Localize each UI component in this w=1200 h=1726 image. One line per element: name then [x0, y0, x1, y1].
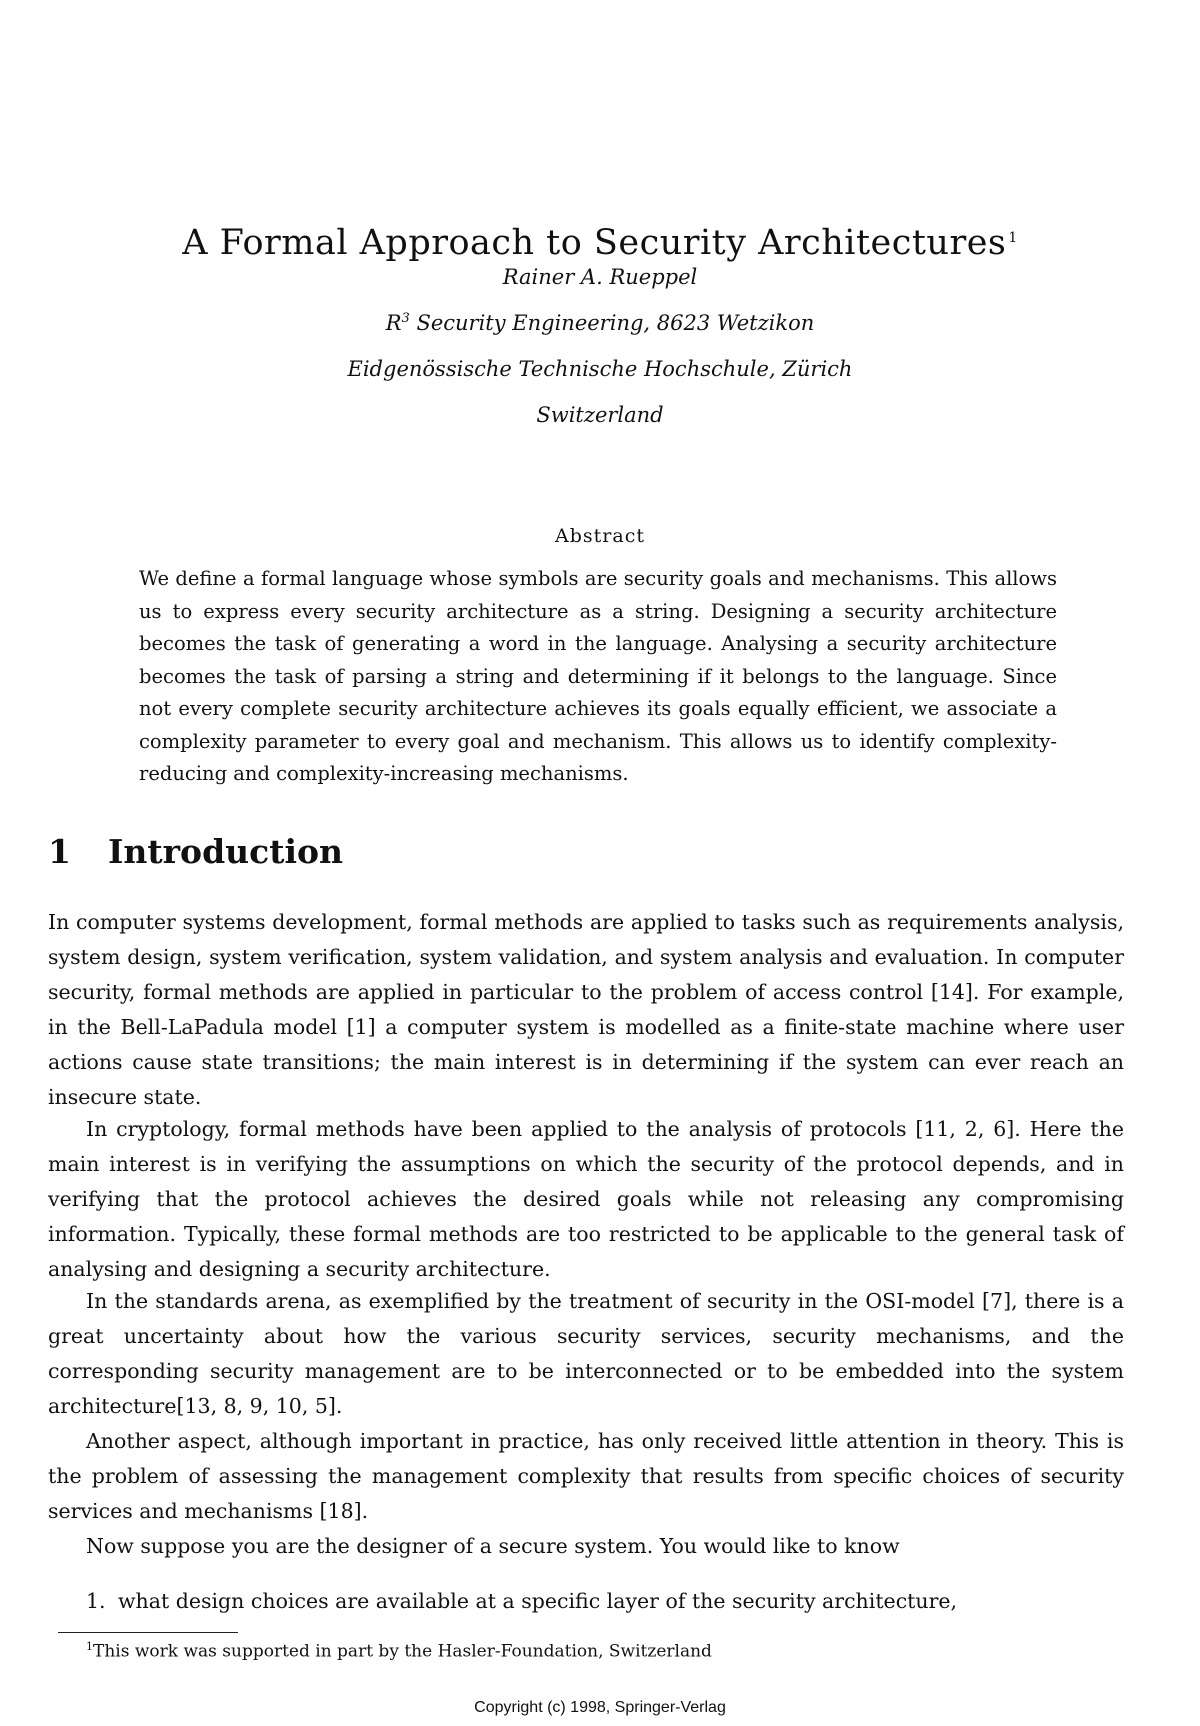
list-item-text: what design choices are available at a specific layer of the security architecture, — [118, 1589, 958, 1613]
abstract-heading: Abstract — [555, 525, 645, 547]
copyright-notice: Copyright (c) 1998, Springer-Verlag — [474, 1699, 726, 1716]
affiliation-country: Switzerland — [536, 403, 664, 427]
intro-paragraph-4: Another aspect, although important in practice, has only received little attention in theory. This is the problem of assessing the management complexity that results from specific choices of security services and mechanisms [18]. — [48, 1429, 1124, 1523]
affiliation-company-rest: Security Engineering, 8623 Wetzikon — [409, 311, 815, 335]
affiliation-company-sup: 3 — [401, 311, 410, 326]
section-heading — [48, 832, 343, 871]
affiliation-company-prefix: R — [385, 311, 402, 335]
intro-paragraph-2: In cryptology, formal methods have been applied to the analysis of protocols [11, 2, 6]. Here the main interest is in verifying the assumptions on which the security of the protocol depends, and in verifying that the protocol achieves the desired goals while not releasing any compromising information. Typically, these formal methods are too restricted to be applicable to the general task of analysing and designing a security architecture. — [48, 1117, 1124, 1281]
section-number: 1 — [48, 832, 71, 871]
affiliation-company — [0, 311, 1200, 335]
title-footnote-mark: 1 — [1008, 229, 1018, 246]
paper-title-text: A Formal Approach to Security Architectures — [182, 223, 1007, 264]
section-title: Introduction — [108, 832, 344, 871]
intro-paragraph-1: In computer systems development, formal methods are applied to tasks such as requirements analysis, system design, system verification, system validation, and system analysis and evaluation. In computer security, formal methods are applied in particular to the problem of access control [14]. For example, in the Bell-LaPadula model [1] a computer system is modelled as a finite-state machine where user actions cause state transitions; the main interest is in determining if the system can ever reach an insecure state. — [48, 910, 1124, 1109]
intro-paragraph-3: In the standards arena, as exemplified by the treatment of security in the OSI-model [7], there is a great uncertainty about how the various security services, security mechanisms, and the corresponding security management are to be interconnected or to be embedded into the system architecture[13, 8, 9, 10, 5]. — [48, 1289, 1124, 1418]
footnote-text: This work was supported in part by the Hasler-Foundation, Switzerland — [93, 1641, 712, 1662]
affiliation-university: Eidgenössische Technische Hochschule, Zürich — [347, 357, 853, 381]
paper-title — [0, 223, 1200, 263]
footnote-divider — [58, 1632, 238, 1633]
author-name: Rainer A. Rueppel — [502, 265, 698, 289]
footnote — [86, 1640, 712, 1662]
intro-paragraph-5: Now suppose you are the designer of a secure system. You would like to know — [86, 1534, 900, 1558]
abstract-text: We define a formal language whose symbols are security goals and mechanisms. This allows us to express every security architecture as a string. Designing a security architecture becomes the task of generating a word in the language. Analysing a security architecture becomes the task of parsing a string and determining if it belongs to the language. Since not every complete security architecture achieves its goals equally efficient, we associate a complexity parameter to every goal and mechanism. This allows us to identify complexity- reducing and complexity-increasing mechanisms. — [139, 567, 1057, 785]
list-item-marker: 1. — [86, 1589, 106, 1613]
list-item — [86, 1584, 957, 1619]
footnote-mark: 1 — [86, 1640, 93, 1653]
